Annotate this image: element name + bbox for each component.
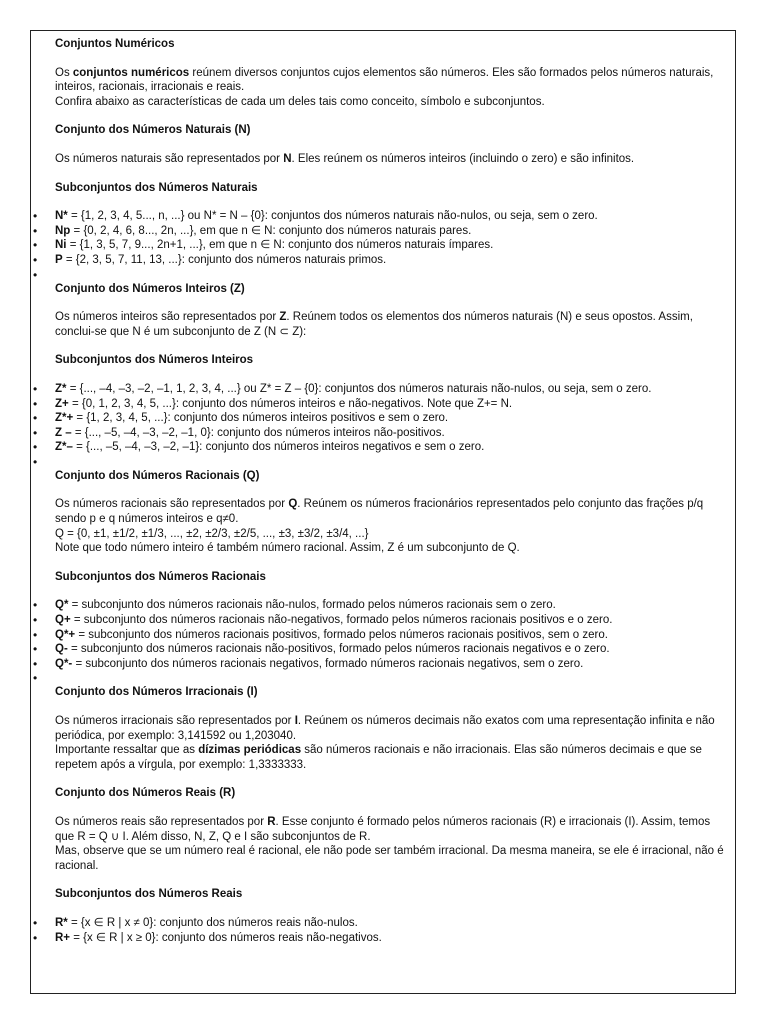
list-item: • Z* = {..., –4, –3, –2, –1, 1, 2, 3, 4, ...} ou Z* = Z – {0}: conjuntos dos números naturais não-nulos, ou seja, sem o zero. [55,382,725,397]
document-body [55,37,725,945]
section-title-sub-reais: Subconjuntos dos Números Reais [55,888,243,901]
list-item: • Z*– = {..., –5, –4, –3, –2, –1}: conjunto dos números inteiros negativos e sem o zero. [55,440,725,455]
page-title: Conjuntos Numéricos [55,38,175,50]
section-title-sub-inteiros: Subconjuntos dos Números Inteiros [55,354,254,367]
list-item: • Q* = subconjunto dos números racionais não-nulos, formado pelos números racionais sem o zero. [55,598,725,613]
sub-naturais-list [55,209,725,281]
section-title-irracionais: Conjunto dos Números Irracionais (I) [55,686,258,699]
inteiros-paragraph: Os números inteiros são representados por Z. Reúnem todos os elementos dos números naturais (N) e seus opostos. Assim, conclui-se que N é um subconjunto de Z (N ⊂ Z): [55,311,693,338]
list-item: • Q*- = subconjunto dos números racionais negativos, formado números racionais negativos, sem o zero. [55,657,725,672]
irracionais-paragraph-2: Importante ressaltar que as dízimas periódicas são números racionais e não irracionais. Elas são números decimais e que se repetem após a vírgula, por exemplo: 1,3333333. [55,744,702,771]
sub-racionais-list [55,598,725,685]
intro-paragraph-2: Confira abaixo as características de cada um deles tais como conceito, símbolo e subconjuntos. [55,95,545,108]
section-title-sub-naturais: Subconjuntos dos Números Naturais [55,181,258,194]
list-item: • N* = {1, 2, 3, 4, 5..., n, ...} ou N* = N – {0}: conjuntos dos números naturais não-nulos, ou seja, sem o zero. [55,209,725,224]
list-item: • R* = {x ∈ R | x ≠ 0}: conjunto dos números reais não-nulos. [55,916,725,931]
sub-reais-list [55,916,725,945]
section-title-reais: Conjunto dos Números Reais (R) [55,787,236,800]
list-item-empty [55,671,725,685]
list-item: • Q- = subconjunto dos números racionais não-positivos, formado pelos números racionais negativos e o zero. [55,642,725,657]
naturais-paragraph: Os números naturais são representados por N. Eles reúnem os números inteiros (incluindo o zero) e são infinitos. [55,152,635,165]
section-title-racionais: Conjunto dos Números Racionais (Q) [55,469,260,482]
list-item-empty [55,268,725,282]
list-item: • Z*+ = {1, 2, 3, 4, 5, ...}: conjunto dos números inteiros positivos e sem o zero. [55,411,725,426]
reais-paragraph: Os números reais são representados por R. Esse conjunto é formado pelos números racionais (R) e irracionais (I). Assim, temos que R = Q ∪ I. Além disso, N, Z, Q e I são subconjuntos de R. [55,815,711,843]
racionais-note: Note que todo número inteiro é também número racional. Assim, Z é um subconjunto de Q. [55,542,520,555]
list-item: • Np = {0, 2, 4, 6, 8..., 2n, ...}, em que n ∈ N: conjunto dos números naturais pares. [55,224,725,239]
section-title-sub-racionais: Subconjuntos dos Números Racionais [55,570,266,583]
list-item: • R+ = {x ∈ R | x ≥ 0}: conjunto dos números reais não-negativos. [55,931,725,946]
list-item-empty [55,455,725,469]
section-title-inteiros: Conjunto dos Números Inteiros (Z) [55,282,245,295]
list-item: • Ni = {1, 3, 5, 7, 9..., 2n+1, ...}, em que n ∈ N: conjunto dos números naturais ímpares. [55,238,725,253]
list-item: • Z – = {..., –5, –4, –3, –2, –1, 0}: conjunto dos números inteiros não-positivos. [55,426,725,441]
racionais-set: Q = {0, ±1, ±1/2, ±1/3, ..., ±2, ±2/3, ±2/5, ..., ±3, ±3/2, ±3/4, ...} [55,527,369,540]
page-frame [30,30,736,994]
reais-paragraph-2: Mas, observe que se um número real é racional, ele não pode ser também irracional. Da mesma maneira, se ele é irracional, não é racional. [55,845,724,872]
intro-paragraph: Os conjuntos numéricos reúnem diversos conjuntos cujos elementos são números. Eles são formados pelos números naturais, inteiros, racionais, irracionais e reais. [55,66,714,94]
racionais-paragraph: Os números racionais são representados por Q. Reúnem os números fracionários representados pelo conjunto das frações p/q sendo p e q números inteiros e q≠0. [55,498,704,526]
section-title-naturais: Conjunto dos Números Naturais (N) [55,124,251,137]
list-item: • Z+ = {0, 1, 2, 3, 4, 5, ...}: conjunto dos números inteiros e não-negativos. Note que Z+= N. [55,397,725,412]
list-item: • Q*+ = subconjunto dos números racionais positivos, formado pelos números racionais positivos, sem o zero. [55,628,725,643]
irracionais-paragraph: Os números irracionais são representados por I. Reúnem os números decimais não exatos com uma representação infinita e não periódica, por exemplo: 3,141592 ou 1,203040. [55,715,715,742]
sub-inteiros-list [55,382,725,469]
list-item: • P = {2, 3, 5, 7, 11, 13, ...}: conjunto dos números naturais primos. [55,253,725,268]
list-item: • Q+ = subconjunto dos números racionais não-negativos, formado pelos números racionais positivos e o zero. [55,613,725,628]
